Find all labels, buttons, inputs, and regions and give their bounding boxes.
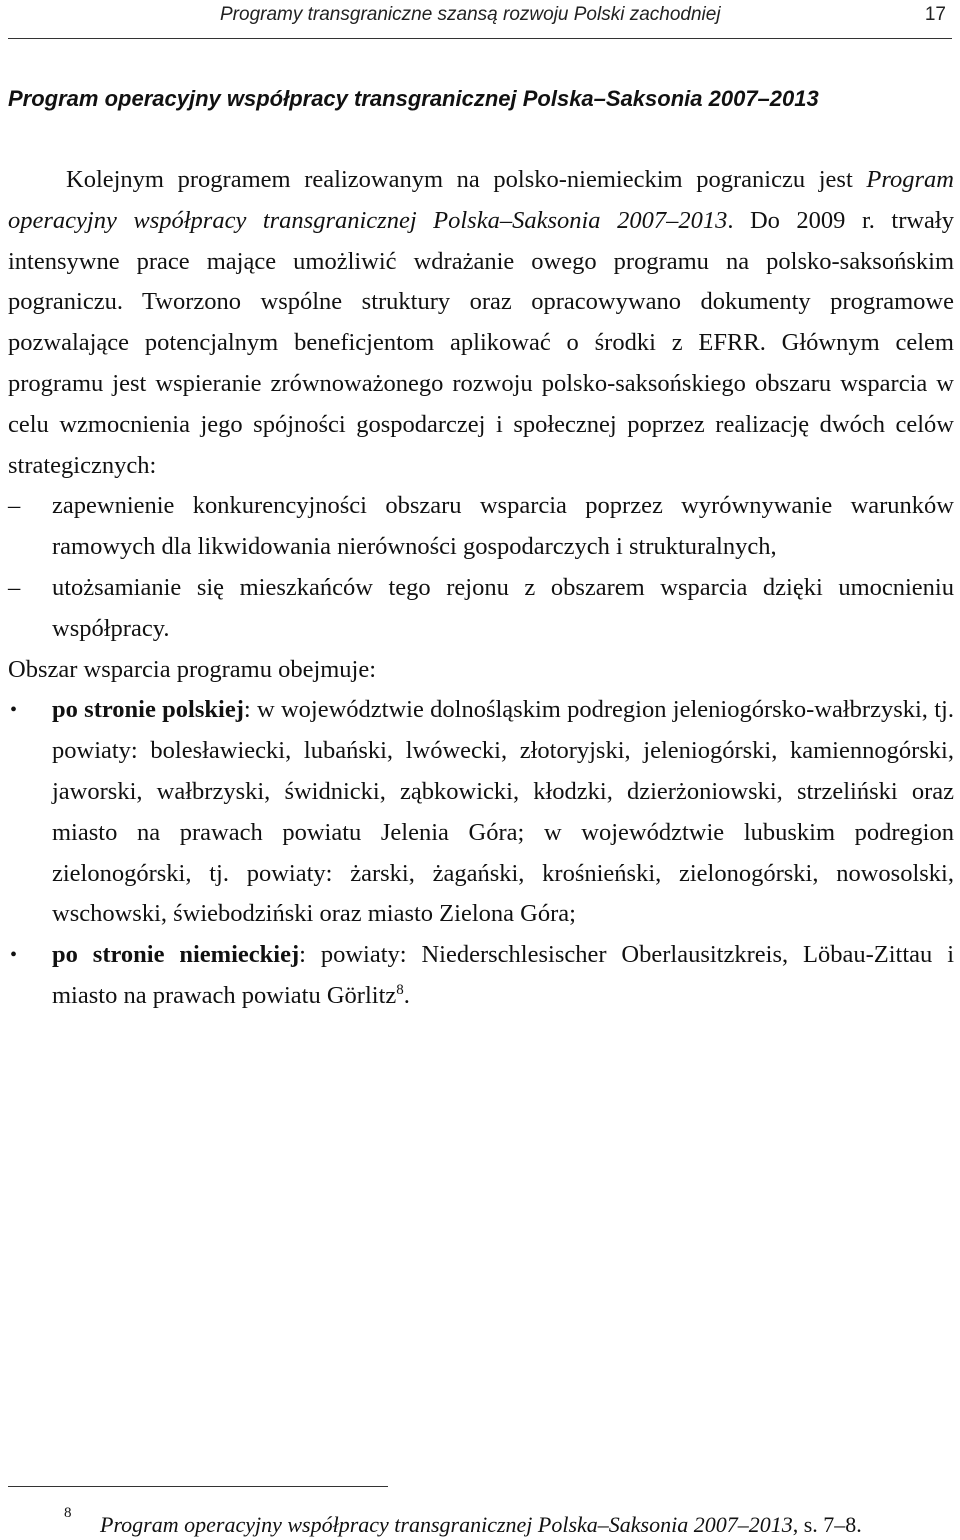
footnote-reference[interactable]: 8 [396,981,404,998]
section-heading: Program operacyjny współpracy transgranicznej Polska–Saksonia 2007–2013 [8,86,819,111]
list-item [8,935,954,1017]
intro-part1: Kolejnym programem realizowanym na polsko-niemieckim pograniczu jest [66,166,867,193]
area-label: po stronie polskiej [52,696,244,724]
body-text [8,160,954,1017]
list-item [8,486,954,568]
goal-text: utożsamianie się mieszkańców tego rejonu z obszarem wsparcia dzięki umocnieniu współpracy. [52,573,954,642]
footnote-mark: 8 [64,1505,72,1521]
intro-program-name: Program operacyjny współpracy transgranicznej Polska–Saksonia 2007–2013 [8,166,954,234]
support-area-list [8,690,954,1016]
area-text: : w województwie dolnośląskim podregion jeleniogórsko-wałbrzyski, tj. powiaty: bolesławiecki, lubański, lwówecki, złotoryjski, jeleniogórski, kamiennogórski, jaworski, wałbrzyski, świdnicki, ząbkowicki, kłodzki, dzierżoniowski, strzeliński oraz miasto na prawach powiatu Jelenia Góra; w województwie lubuskim podregion zielonogórski, tj. powiaty: żarski, żagański, krośnieński, zielonogórski, nowosolski, wschowski, świebodziński oraz miasto Zielona Góra; [52,696,954,928]
header-divider [8,38,952,39]
footnote-title: Program operacyjny współpracy transgranicznej Polska–Saksonia 2007–2013 [100,1512,793,1537]
area-tail: . [403,981,410,1009]
goal-text: zapewnienie konkurencyjności obszaru wsparcia poprzez wyrównywanie warunków ramowych dla likwidowania nierówności gospodarczych i strukturalnych, [52,492,954,561]
footnote-text [100,1510,862,1540]
intro-paragraph [8,160,954,486]
bullet-marker: • [10,944,18,967]
page-number: 17 [924,4,946,25]
list-item [8,690,954,935]
intro-part2: . Do 2009 r. trwały intensywne prace mające umożliwić wdrażanie owego programu na polsko-saksońskim pograniczu. Tworzono wspólne struktury oraz opracowywano dokumenty programowe pozwalające potencjalnym beneficjentom aplikować o środki z EFRR. Głównym celem programu jest wspieranie zrównoważonego rozwoju polsko-saksońskiego obszaru wsparcia w celu wzmocnienia jego spójności gospodarczej i społecznej poprzez realizację dwóch celów strategicznych: [8,206,954,479]
footnote-divider [8,1486,388,1487]
footnote-tail: . [856,1512,862,1537]
list-item [8,568,954,650]
footnote-pages-prefix: , s. [792,1512,824,1537]
running-header [8,2,952,32]
area-intro: Obszar wsparcia programu obejmuje: [8,655,377,683]
running-title: Programy transgraniczne szansą rozwoju Polski zachodniej [220,4,721,25]
dash-marker: – [8,573,21,601]
strategic-goals-list [8,486,954,649]
area-text: : powiaty: Niederschlesischer Oberlausitzkreis, Löbau-Zittau i miasto na prawach powiatu Görlitz [52,941,954,1009]
footnote-pages: 7–8 [823,1512,857,1537]
bullet-marker: • [10,699,18,722]
area-label: po stronie niemieckiej [52,941,300,969]
dash-marker: – [8,492,21,520]
